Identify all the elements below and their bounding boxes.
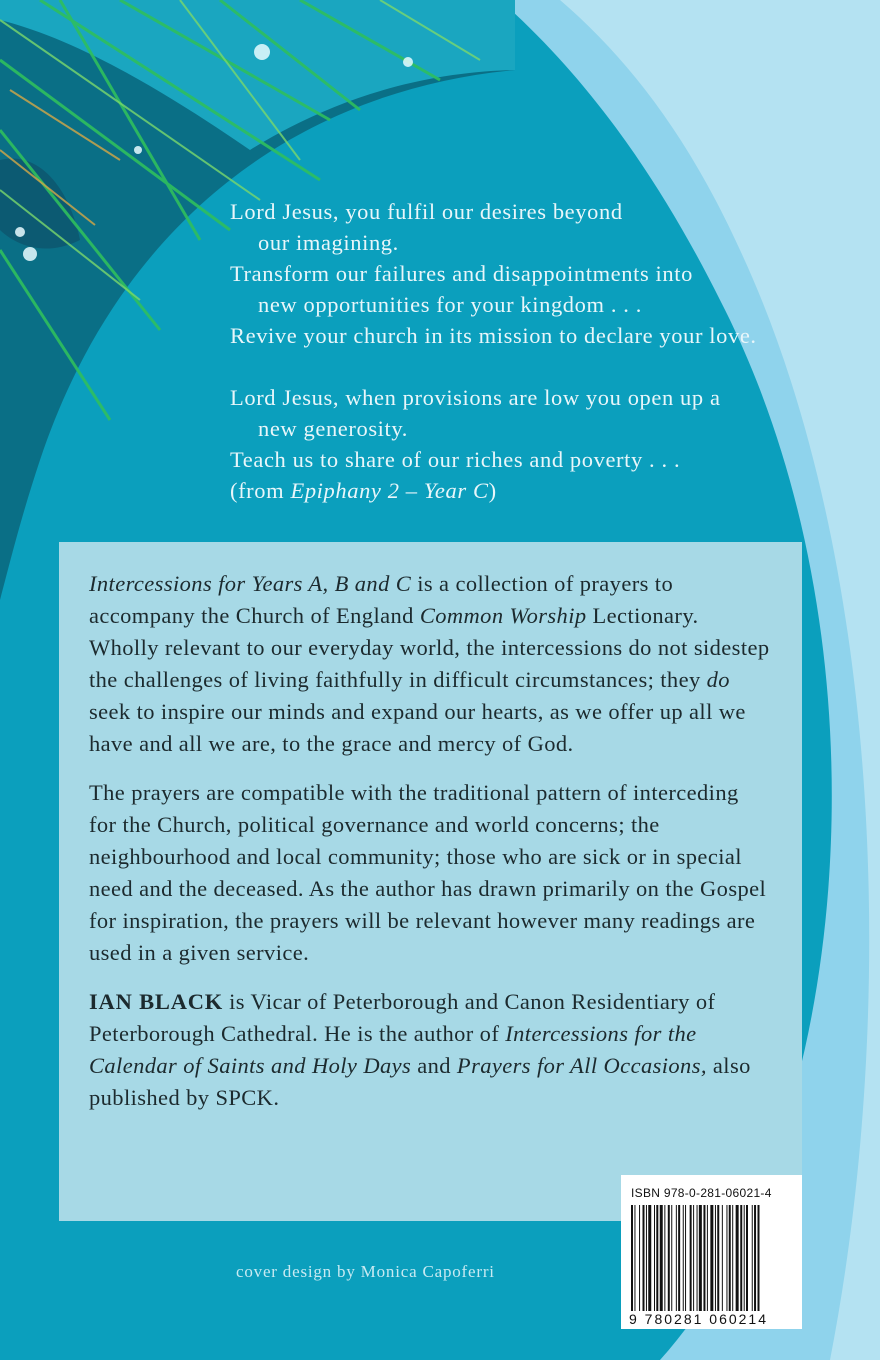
isbn-label: ISBN 978-0-281-06021-4	[631, 1186, 772, 1200]
bio-text: and	[411, 1053, 457, 1078]
blurb-paragraph-2: The prayers are compatible with the traditional pattern of interceding for the Church, political governance and world concerns; the neighbourhood and local community; those who are sick or in special need and the deceased. As the author has drawn primarily on the Gospel for inspiration, the prayers will be relevant however many readings are used in a given service.	[89, 780, 767, 965]
barcode-bar	[717, 1205, 719, 1311]
barcode-bar	[690, 1205, 692, 1311]
blurb-text: is a collection of prayers to accompany the Church of England	[89, 571, 674, 628]
source-suffix: )	[488, 478, 497, 503]
prayer-line: Transform our failures and disappointments into	[230, 261, 693, 286]
barcode-bar	[634, 1205, 635, 1311]
barcode-bar	[722, 1205, 723, 1311]
barcode-bar	[693, 1205, 694, 1311]
barcode-bar	[678, 1205, 680, 1311]
author-bio	[89, 986, 772, 1114]
barcode-bar	[654, 1205, 655, 1311]
emphasis: do	[706, 667, 730, 692]
barcode-bar	[668, 1205, 670, 1311]
prayer-line: Lord Jesus, when provisions are low you open up a	[230, 385, 721, 410]
barcode-bar	[752, 1205, 753, 1311]
book-title: Intercessions for the Calendar of Saints and Holy Days	[89, 1021, 697, 1078]
barcode-bar	[631, 1205, 633, 1311]
isbn-barcode	[621, 1175, 802, 1329]
barcode-bar	[648, 1205, 651, 1311]
book-title: Intercessions for Years A, B and C	[89, 571, 412, 596]
barcode-bar	[726, 1205, 727, 1311]
source-prefix: (from	[230, 478, 291, 503]
barcode-bar	[754, 1205, 756, 1311]
source-title: Epiphany 2 – Year C	[290, 478, 489, 503]
barcode-bar	[699, 1205, 702, 1311]
isbn-digits: 9 780281 060214	[629, 1311, 768, 1327]
blurb-text: seek to inspire our minds and expand our hearts, as we offer up all we have and all we are, to the grace and mercy of God.	[89, 699, 746, 756]
blurb-text: Lectionary. Wholly relevant to our everyday world, the intercessions do not sidestep the challenges of living faithfully in difficult circumstances; they	[89, 603, 770, 692]
prayer-line: new opportunities for your kingdom . . .	[258, 292, 642, 317]
barcode-bar	[646, 1205, 647, 1311]
bio-text: is Vicar of Peterborough and Canon Residentiary of Peterborough Cathedral. He is the author of	[89, 989, 716, 1046]
barcode-bar	[758, 1205, 760, 1311]
barcode-bar	[697, 1205, 698, 1311]
barcode-bar	[746, 1205, 748, 1311]
prayer-excerpt	[230, 196, 850, 506]
barcode-bar	[710, 1205, 713, 1311]
blurb-panel	[59, 542, 802, 1221]
barcode-bar	[740, 1205, 742, 1311]
barcode-bar	[715, 1205, 716, 1311]
barcode-bar	[671, 1205, 672, 1311]
prayer-line: Teach us to share of our riches and poverty . . .	[230, 447, 681, 472]
prayer-line: Lord Jesus, you fulfil our desires beyond	[230, 199, 623, 224]
book-title: Prayers for All Occasions,	[456, 1053, 707, 1078]
barcode-bar	[685, 1205, 686, 1311]
barcode-bar	[729, 1205, 731, 1311]
barcode-bar	[639, 1205, 640, 1311]
blurb-paragraph-1	[89, 568, 772, 760]
cover-design-credit: cover design by Monica Capoferri	[236, 1262, 495, 1281]
prayer-line: new generosity.	[258, 416, 408, 441]
barcode-bar	[707, 1205, 708, 1311]
barcode-bar	[703, 1205, 705, 1311]
barcode-bar	[656, 1205, 658, 1311]
barcode-bar	[660, 1205, 663, 1311]
prayer-line: Revive your church in its mission to declare your love.	[230, 323, 757, 348]
stanza-gap	[230, 351, 850, 382]
barcode-bar	[736, 1205, 739, 1311]
barcode-bar	[732, 1205, 733, 1311]
prayer-line: our imagining.	[258, 230, 399, 255]
barcode-bars	[631, 1205, 792, 1311]
barcode-bar	[664, 1205, 665, 1311]
author-name: IAN BLACK	[89, 989, 224, 1014]
barcode-bar	[643, 1205, 645, 1311]
barcode-bar	[676, 1205, 677, 1311]
lectionary-name: Common Worship	[419, 603, 587, 628]
bio-text: also published by SPCK.	[89, 1053, 751, 1110]
barcode-bar	[744, 1205, 745, 1311]
barcode-bar	[683, 1205, 684, 1311]
prayer-source	[230, 475, 850, 506]
